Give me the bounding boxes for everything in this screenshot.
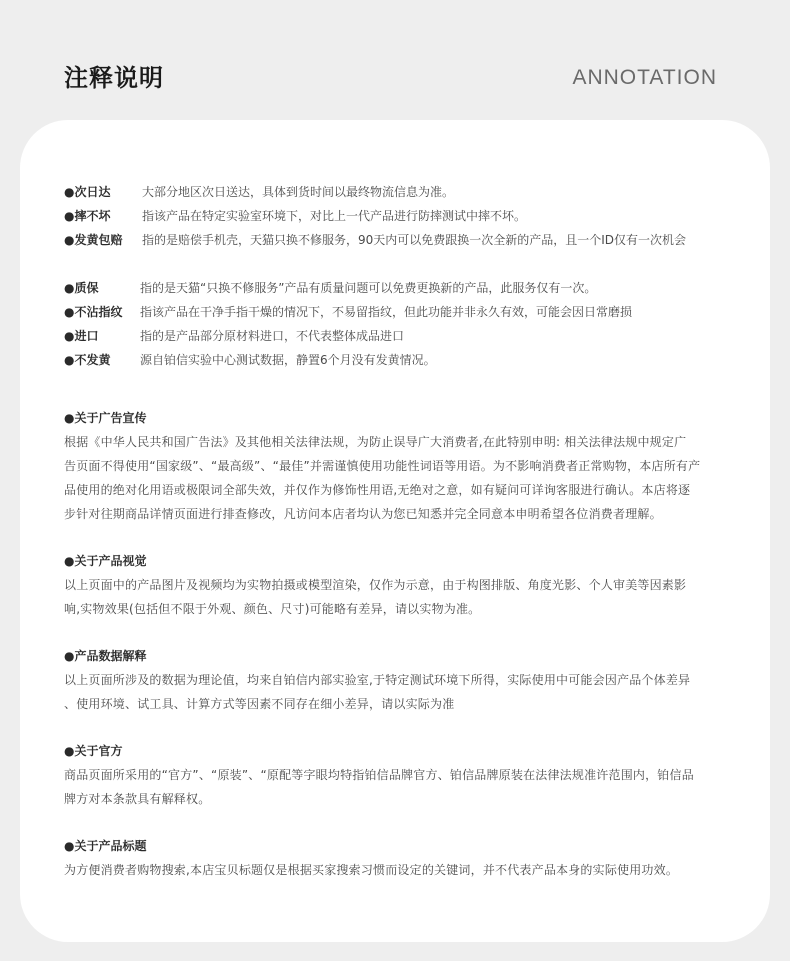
section-title: ●关于官方 xyxy=(64,744,123,758)
term-description: 指的是赔偿手机壳，天猫只换不修服务，90天内可以免费跟换一次全新的产品，且一个ID仅有一次机会 xyxy=(142,233,687,247)
spacer xyxy=(64,526,744,549)
page-title-english: ANNOTATION xyxy=(572,66,717,89)
section-line: 以上页面所涉及的数据为理论值，均来自铂信内部实验室,于特定测试环境下所得，实际使用中可能会因产品个体差异 xyxy=(64,673,691,687)
section-title: ●关于产品标题 xyxy=(64,839,147,853)
term-label: ●发黄包赔 xyxy=(64,233,123,247)
term-label: ●摔不坏 xyxy=(64,209,111,223)
term-label: ●质保 xyxy=(64,281,99,295)
annotation-card xyxy=(20,120,770,942)
section-title-keywords xyxy=(64,834,744,882)
term-row xyxy=(64,300,744,324)
spacer xyxy=(64,716,744,739)
page-header xyxy=(0,0,790,120)
term-group-1 xyxy=(64,180,744,252)
section-title: ●关于产品视觉 xyxy=(64,554,147,568)
section-official xyxy=(64,739,744,811)
term-description: 指的是产品部分原材料进口，不代表整体成品进口 xyxy=(140,329,405,343)
spacer xyxy=(64,252,744,276)
section-line: 告页面不得使用“国家级”、“最高级”、“最佳”并需谨慎使用功能性词语等用语。为不影响消费者正常购物，本店所有产 xyxy=(64,459,701,473)
section-line: 品使用的绝对化用语或极限词全部失效，并仅作为修饰性用语,无绝对之意，如有疑问可详询客服进行确认。本店将逐 xyxy=(64,483,691,497)
section-line: 根据《中华人民共和国广告法》及其他相关法律法规，为防止误导广大消费者,在此特别申明: 相关法律法规中规定广 xyxy=(64,435,687,449)
section-line: 步针对往期商品详情页面进行排查修改，凡访问本店者均认为您已知悉并完全同意本申明希望各位消费者理解。 xyxy=(64,507,662,521)
term-row xyxy=(64,324,744,348)
term-label: ●进口 xyxy=(64,329,99,343)
section-line: 响,实物效果(包括但不限于外观、颜色、尺寸)可能略有差异，请以实物为准。 xyxy=(64,602,481,616)
section-line: 以上页面中的产品图片及视频均为实物拍摄或模型渲染，仅作为示意，由于构图排版、角度光影、个人审美等因素影 xyxy=(64,578,687,592)
term-description: 指的是天猫“只换不修服务”产品有质量问题可以免费更换新的产品，此服务仅有一次。 xyxy=(140,281,597,295)
term-label: ●不沾指纹 xyxy=(64,305,123,319)
term-row xyxy=(64,180,744,204)
section-line: 商品页面所采用的“官方”、“原装”、“原配等字眼均特指铂信品牌官方、铂信品牌原装在法律法规准许范围内，铂信品 xyxy=(64,768,694,782)
section-title: ●产品数据解释 xyxy=(64,649,147,663)
term-row xyxy=(64,276,744,300)
section-advertising xyxy=(64,406,744,526)
term-label: ●不发黄 xyxy=(64,353,111,367)
section-data xyxy=(64,644,744,716)
page-title: 注释说明 xyxy=(64,64,164,92)
spacer xyxy=(64,372,744,406)
term-row xyxy=(64,348,744,372)
term-row xyxy=(64,204,744,228)
term-description: 大部分地区次日送达，具体到货时间以最终物流信息为准。 xyxy=(142,185,455,199)
section-line: 为方便消费者购物搜索,本店宝贝标题仅是根据买家搜索习惯而设定的关键词，并不代表产品本身的实际使用功效。 xyxy=(64,863,679,877)
section-visual xyxy=(64,549,744,621)
term-label: ●次日达 xyxy=(64,185,111,199)
section-line: 、使用环境、试工具、计算方式等因素不同存在细小差异，请以实际为准 xyxy=(64,697,455,711)
term-row xyxy=(64,228,744,252)
section-title: ●关于广告宣传 xyxy=(64,411,147,425)
annotation-content xyxy=(64,180,744,882)
term-group-2 xyxy=(64,276,744,372)
spacer xyxy=(64,811,744,834)
term-description: 指该产品在特定实验室环境下，对比上一代产品进行防摔测试中摔不坏。 xyxy=(142,209,527,223)
term-description: 指该产品在干净手指干燥的情况下，不易留指纹，但此功能并非永久有效，可能会因日常磨损 xyxy=(140,305,633,319)
spacer xyxy=(64,621,744,644)
section-line: 牌方对本条款具有解释权。 xyxy=(64,792,211,806)
term-description: 源自铂信实验中心测试数据，静置6个月没有发黄情况。 xyxy=(140,353,436,367)
